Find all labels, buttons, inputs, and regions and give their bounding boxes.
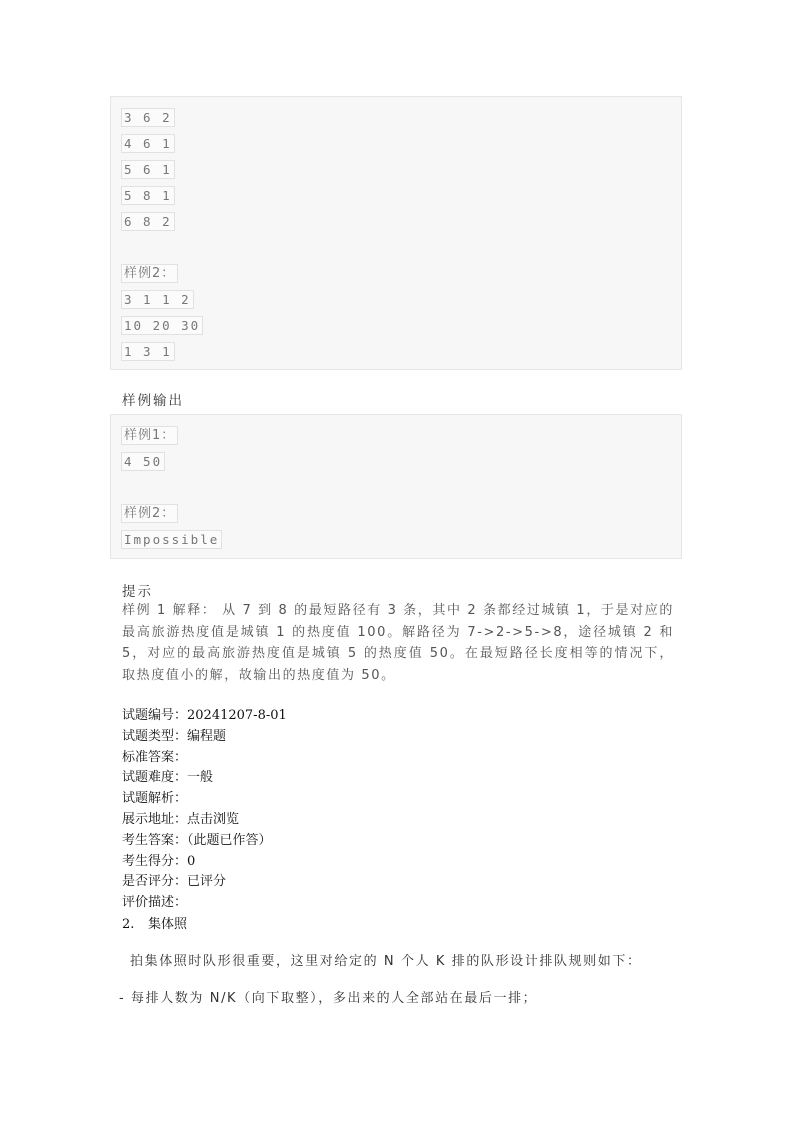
sample-output-code: 样例1：	[121, 426, 178, 445]
sample-input-line	[121, 313, 671, 339]
sample-output-line	[121, 449, 671, 475]
sample-input-code: 4 6 1	[121, 134, 175, 153]
hint-label: 提示	[122, 584, 153, 600]
question-meta-list	[122, 706, 287, 914]
sample-input-line	[121, 209, 671, 235]
sample-input-line	[121, 261, 671, 287]
sample-input-code: 10 20 30	[121, 316, 203, 335]
meta-value: 0	[187, 853, 196, 869]
meta-key: 评价描述：	[122, 895, 188, 911]
meta-key: 试题编号：	[122, 708, 188, 723]
sample-input-code: 6 8 2	[121, 212, 175, 231]
meta-key: 试题解析：	[122, 791, 188, 807]
meta-key: 考生得分：	[122, 853, 188, 869]
meta-key: 考生答案：	[122, 832, 188, 848]
sample-output-line	[121, 501, 671, 527]
sample-input-line	[121, 339, 671, 365]
question-title: 集体照	[148, 917, 188, 932]
sample-input-line	[121, 157, 671, 183]
sample-input-line	[121, 131, 671, 157]
meta-row	[122, 872, 287, 893]
meta-row	[122, 768, 287, 789]
sample-output-label: 样例输出	[122, 393, 184, 409]
question-intro: 拍集体照时队形很重要，这里对给定的 N 个人 K 排的队形设计排队规则如下：	[130, 954, 642, 969]
sample-input-code: 3 6 2	[121, 108, 175, 127]
sample-input-line	[121, 183, 671, 209]
meta-value: 一般	[187, 770, 214, 786]
meta-row	[122, 727, 287, 748]
sample-input-code: 1 3 1	[121, 342, 175, 361]
meta-value: 20241207-8-01	[187, 708, 287, 723]
sample-input-line	[121, 287, 671, 313]
meta-row	[122, 852, 287, 873]
meta-key: 试题类型：	[122, 728, 188, 744]
meta-key: 是否评分：	[122, 874, 188, 890]
sample-input-code: 样例2：	[121, 264, 178, 283]
question-rule-1: - 每排人数为 N/K（向下取整），多出来的人全部站在最后一排；	[119, 991, 538, 1006]
sample-input-line	[121, 235, 671, 261]
meta-row	[122, 831, 287, 852]
next-question-title	[122, 913, 187, 932]
meta-row	[122, 748, 287, 769]
hint-text: 样例 1 解释： 从 7 到 8 的最短路径有 3 条，其中 2 条都经过城镇 1，于是对应的最高旅游热度值是城镇 1 的热度值 100。解路径为 7->2->5->8，途径城镇 2 和 5，对应的最高旅游热度值是城镇 5 的热度值 50。在最短路径长度相等的情况下，取热度值小的解，故输出的热度值为 50。	[122, 603, 674, 683]
sample-input-box	[110, 96, 682, 370]
sample-output-code: 样例2：	[121, 504, 178, 523]
sample-input-code: 5 6 1	[121, 160, 175, 179]
sample-input-code: 3 1 1 2	[121, 290, 194, 309]
meta-row	[122, 893, 287, 914]
question-number: 2.	[122, 917, 135, 932]
meta-row	[122, 810, 287, 831]
meta-value: 编程题	[187, 728, 227, 744]
sample-output-box	[110, 414, 682, 559]
sample-output-code: 4 50	[121, 452, 165, 471]
sample-input-line	[121, 105, 671, 131]
sample-output-line	[121, 527, 671, 553]
meta-key: 试题难度：	[122, 770, 188, 786]
sample-output-line	[121, 475, 671, 501]
sample-output-line	[121, 423, 671, 449]
meta-row	[122, 789, 287, 810]
sample-input-code: 5 8 1	[121, 186, 175, 205]
sample-output-code: Impossible	[121, 530, 222, 549]
meta-row	[122, 706, 287, 727]
meta-key: 展示地址：	[122, 811, 188, 827]
meta-value: （此题已作答）	[187, 832, 272, 848]
meta-value: 已评分	[187, 874, 227, 890]
meta-key: 标准答案：	[122, 749, 188, 765]
meta-value: 点击浏览	[187, 811, 240, 827]
